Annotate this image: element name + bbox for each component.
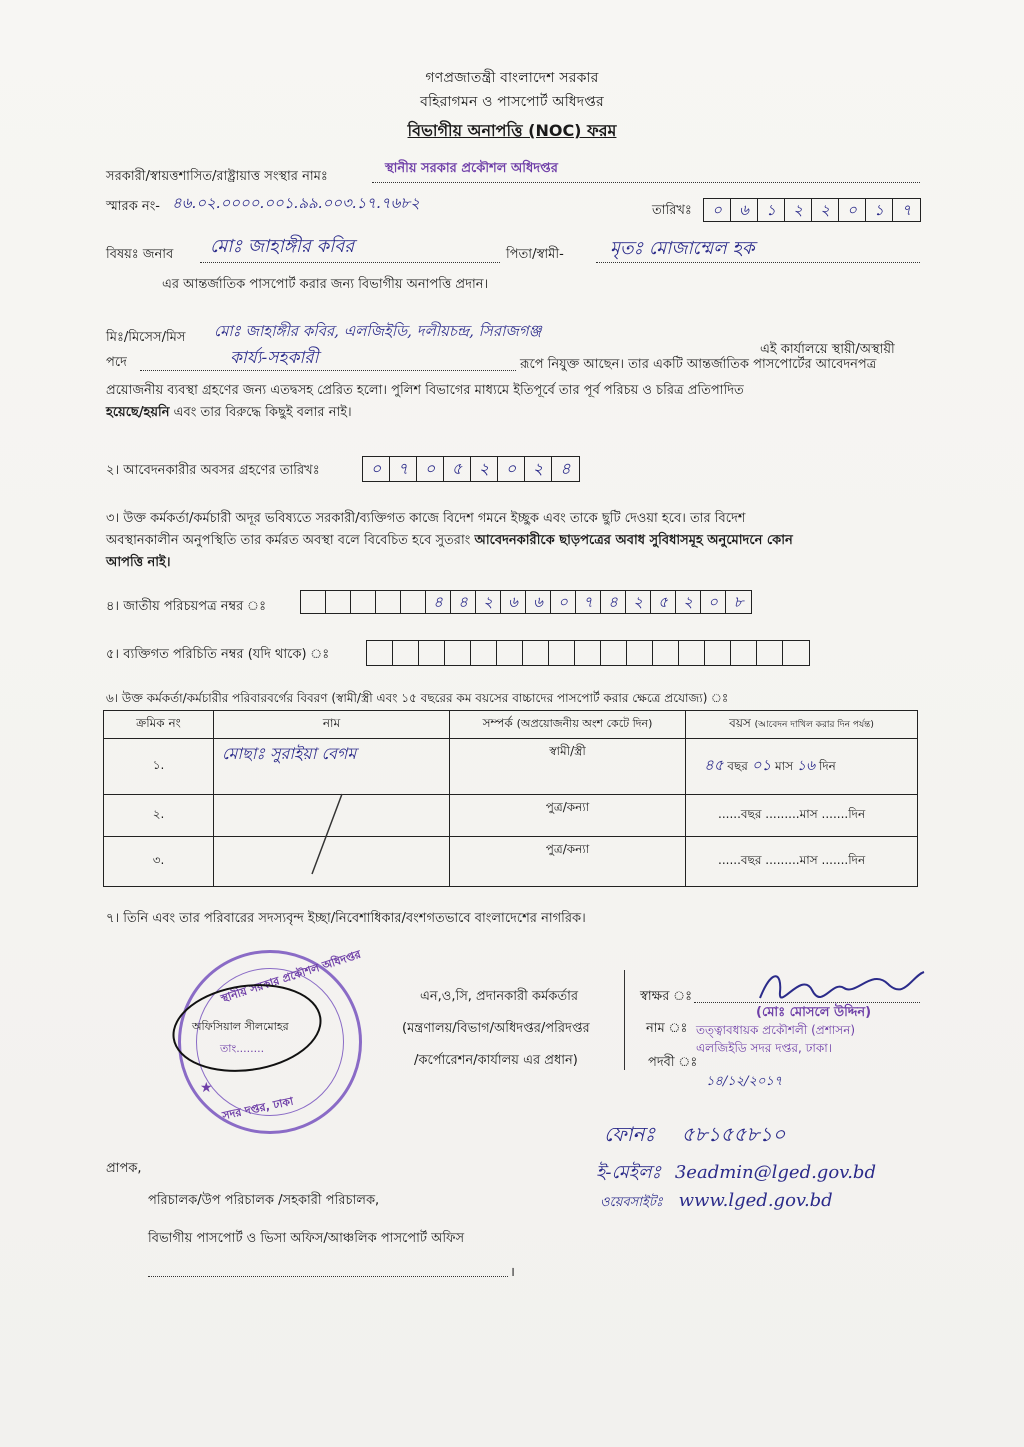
- cross-out-stroke: [300, 790, 360, 880]
- nid-digit-box: [376, 591, 401, 613]
- email-label: ই-মেইলঃ: [596, 1162, 662, 1183]
- col-age-label: বয়স: [729, 715, 751, 730]
- recipient-line1: পরিচালক/উপ পরিচালক /সহকারী পরিচালক,: [148, 1193, 380, 1208]
- title-label: মিঃ/মিসেস/মিস: [106, 330, 186, 345]
- recipient-line2: বিভাগীয় পাসপোর্ট ও ভিসা অফিস/আঞ্চলিক পাসপোর্ট অফিস: [148, 1231, 465, 1246]
- month-word: মাস: [799, 852, 818, 867]
- star-icon: ★: [200, 1080, 213, 1096]
- phone-line: [604, 1120, 785, 1153]
- issuer-line1: এন,ও,সি, প্রদানকারী কর্মকর্তার: [420, 989, 579, 1004]
- item3-text3: আপত্তি নাই।: [106, 555, 171, 570]
- sign-label: স্বাক্ষর ঃ: [640, 989, 693, 1004]
- date-digit-box: ০: [839, 199, 866, 221]
- recipient-label: প্রাপক,: [106, 1161, 142, 1176]
- pin-digit-box: [757, 641, 783, 665]
- pin-label: ৫। ব্যক্তিগত পরিচিতি নম্বর (যদি থাকে) ঃ: [106, 647, 330, 662]
- year-word: বছর: [727, 759, 748, 773]
- post-line: [140, 370, 516, 371]
- item3-text1: ৩। উক্ত কর্মকর্তা/কর্মচারী অদূর ভবিষ্যতে সরকারী/ব্যক্তিগত কাজে বিদেশ গমনে ইচ্ছুক এবং তাকে ছুটি দেওয়া হবে। তার বিদেশ: [106, 511, 746, 526]
- pin-digit-box: [419, 641, 445, 665]
- col-serial: ক্রমিক নং: [104, 711, 214, 739]
- nid-digit-box: ২: [676, 591, 701, 613]
- issuer-divider: [624, 970, 625, 1070]
- pin-digit-box: [783, 641, 809, 665]
- row1-name: মোছাঃ সুরাইয়া বেগম: [222, 744, 357, 763]
- pin-digit-box: [393, 641, 419, 665]
- row2-age: ......বছর .........মাস .......দিন: [686, 795, 918, 837]
- org-label: সরকারী/স্বায়ত্তশাসিত/রাষ্ট্রায়াত্ত সংস্থার নামঃ: [106, 169, 328, 184]
- post-sig-label: পদবী ঃ: [648, 1055, 698, 1070]
- stamp-post: তত্ত্বাবধায়ক প্রকৌশলী (প্রশাসন): [696, 1023, 856, 1037]
- retirement-digit-box: ২: [471, 457, 498, 481]
- signature-scribble: [752, 962, 932, 1010]
- table-row: [104, 739, 918, 795]
- row1-days: ১৬: [796, 758, 816, 774]
- retirement-label: ২। আবেদনকারীর অবসর গ্রহণের তারিখঃ: [106, 463, 320, 478]
- col-relation-label: সম্পর্ক: [482, 715, 513, 730]
- para1-text1: রূপে নিযুক্ত আছেন। তার একটি আন্তর্জাতিক পাসপোর্টের আবেদনপত্র: [520, 357, 877, 372]
- day-word: দিন: [848, 852, 866, 867]
- pin-digit-box: [679, 641, 705, 665]
- seal-bottom-text: সদর দপ্তর, ঢাকা: [221, 1094, 295, 1123]
- retirement-digit-box: ০: [417, 457, 444, 481]
- item3-bold: আবেদনকারীকে ছাড়পত্রের অবাধ সুবিধাসমূহ অনুমোদনে কোন: [474, 533, 793, 548]
- retirement-boxes: [362, 456, 580, 482]
- seal-tag: তাং: [220, 1042, 237, 1055]
- col-relation: [450, 711, 686, 739]
- nid-digit-box: ২: [476, 591, 501, 613]
- seal-ring-text: স্থানীয় সরকার প্রকৌশল অধিদপ্তর: [219, 947, 363, 1006]
- date-digit-box: ২: [812, 199, 839, 221]
- pin-digit-box: [653, 641, 679, 665]
- month-word: মাস: [799, 806, 818, 821]
- pin-digit-box: [601, 641, 627, 665]
- org-dotted-line: [372, 182, 920, 183]
- permanent-temp: এই কার্যালয়ে স্থায়ী/অস্থায়ী: [760, 342, 895, 357]
- phone-label: ফোনঃ: [604, 1122, 656, 1146]
- father-label: পিতা/স্বামী-: [506, 247, 564, 262]
- row1-age: [686, 739, 918, 795]
- org-name: স্থানীয় সরকার প্রকৌশল অধিদপ্তর: [385, 161, 558, 176]
- nid-digit-box: ৮: [733, 593, 744, 611]
- row1-months: ০১: [751, 756, 772, 774]
- pin-digit-box: [471, 641, 497, 665]
- retirement-digit-box: ৭: [390, 457, 417, 481]
- date-digit-box: ৬: [731, 199, 758, 221]
- nid-digit-box: [326, 591, 351, 613]
- col-name: নাম: [214, 711, 450, 739]
- para1-text3: এবং তার বিরুদ্ধে কিছুই বলার নাই।: [173, 405, 352, 420]
- col-relation-note: (অপ্রয়োজনীয় অংশ কেটে দিন): [516, 716, 653, 730]
- para1-line3: [106, 404, 352, 422]
- nid-digit-box: ৪: [451, 591, 476, 613]
- nid-digit-box: ৪: [601, 591, 626, 613]
- recipient-line3: [148, 1276, 508, 1277]
- issuer-line2: (মন্ত্রণালয়/বিভাগ/অধিদপ্তর/পরিদপ্তর: [402, 1021, 590, 1036]
- header-line2: বহিরাগমন ও পাসপোর্ট অধিদপ্তর: [420, 94, 604, 110]
- family-label: ৬। উক্ত কর্মকর্তা/কর্মচারীর পরিবারবর্গের বিবরণ (স্বামী/স্ত্রী এবং ১৫ বছরের কম বয়সের বাচ্চাদের পাসপোর্ট করার ক্ষেত্রে প্রযোজ্য) ঃ: [106, 691, 729, 705]
- recipient-end: ।: [510, 1265, 515, 1280]
- para1-text2: প্রয়োজনীয় ব্যবস্থা গ্রহণের জন্য এতদ্বসহ প্রেরিত হলো। পুলিশ বিভাগের মাধ্যমে ইতিপূর্বে তার পূর্ব পরিচয় ও চরিত্র প্রতিপাদিত: [106, 383, 744, 398]
- pin-digit-box: [549, 641, 575, 665]
- post-label: পদে: [106, 355, 127, 370]
- police-verified: হয়েছে/হয়নি: [106, 405, 170, 420]
- nid-label: ৪। জাতীয় পরিচয়পত্র নম্বর ঃ: [106, 599, 267, 614]
- date-label: তারিখঃ: [652, 203, 692, 218]
- day-word: দিন: [818, 759, 836, 773]
- row1-years: ৪৫: [704, 756, 724, 774]
- nid-digit-box: ০: [551, 591, 576, 613]
- table-row: [104, 837, 918, 887]
- email-line: [596, 1158, 876, 1189]
- month-word: মাস: [775, 759, 794, 773]
- date-boxes: [703, 198, 921, 222]
- row3-serial: ৩.: [104, 837, 214, 887]
- form-title: বিভাগীয় অনাপত্তি (NOC) ফরম: [407, 121, 617, 140]
- nid-digit-box: [301, 591, 326, 613]
- row2-serial: ২.: [104, 795, 214, 837]
- nid-digit-box: [351, 591, 376, 613]
- subject-label: বিষয়ঃ জনাব: [106, 247, 174, 262]
- pin-digit-box: [497, 641, 523, 665]
- pin-digit-box: [445, 641, 471, 665]
- row2-relation: পুত্র/কন্যা: [450, 795, 686, 837]
- pin-digit-box: [575, 641, 601, 665]
- item3-text2: অবস্থানকালীন অনুপস্থিতি তার কর্মরত অবস্থা বলে বিবেচিত হবে সুতরাং: [106, 533, 471, 548]
- nid-boxes: [300, 590, 752, 614]
- issuer-line3: /কর্পোরেশন/কার্যালয় এর প্রধান): [414, 1053, 578, 1068]
- employee-name: মোঃ জাহাঙ্গীর কবির, এলজিইডি, দলীয়চন্দ্র, সিরাজগঞ্জ: [214, 322, 542, 340]
- year-word: বছর: [740, 852, 762, 867]
- nid-digit-box: ০: [701, 591, 726, 613]
- row1-relation: স্বামী/স্ত্রী: [450, 739, 686, 795]
- row3-age: ......বছর .........মাস .......দিন: [686, 837, 918, 887]
- memo-label: স্মারক নং-: [106, 199, 160, 214]
- date-digit-box: ৭: [901, 201, 912, 219]
- web-address: www.lged.gov.bd: [678, 1190, 833, 1211]
- date-digit-box: ০: [704, 199, 731, 221]
- father-name: মৃতঃ মোজাম্মেল হক: [610, 238, 755, 259]
- pin-digit-box: [705, 641, 731, 665]
- pin-digit-box: [523, 641, 549, 665]
- pin-boxes: [366, 640, 810, 666]
- col-age-note: (আবেদন দাখিল করার দিন পর্যন্ত): [754, 719, 874, 730]
- stamp-office: এলজিইডি সদর দপ্তর, ঢাকা।: [696, 1041, 833, 1055]
- date-digit-box: ১: [866, 199, 893, 221]
- web-line: [600, 1190, 833, 1214]
- subject-line2: এর আন্তর্জাতিক পাসপোর্ট করার জন্য বিভাগীয় অনাপত্তি প্রদান।: [162, 277, 489, 292]
- email-address: 3eadmin@lged.gov.bd: [674, 1162, 876, 1183]
- seal-date-tag: তাং........: [220, 1042, 265, 1055]
- header-line1: গণপ্রজাতন্ত্রী বাংলাদেশ সরকার: [425, 70, 599, 86]
- nid-digit-box: ৪: [426, 591, 451, 613]
- item3-line2: [106, 532, 926, 550]
- row3-relation: পুত্র/কন্যা: [450, 837, 686, 887]
- retirement-digit-box: ২: [525, 457, 552, 481]
- date-digit-box: ১: [758, 199, 785, 221]
- memo-number: ৪৬.০২.০০০০.০০১.৯৯.০০৩.১৭.৭৬৮২: [172, 194, 420, 212]
- table-row: [104, 795, 918, 837]
- pin-digit-box: [731, 641, 757, 665]
- stamp-name: (মোঃ মোসলে উদ্দিন): [756, 1005, 872, 1020]
- date-digit-box: ২: [785, 199, 812, 221]
- web-label: ওয়েবসাইটঃ: [600, 1195, 663, 1210]
- seal-label: অফিসিয়াল সীলমোহর: [192, 1020, 289, 1033]
- pin-digit-box: [367, 641, 393, 665]
- day-word: দিন: [848, 806, 866, 821]
- sign-date: ১৪/১২/২০১৭: [706, 1074, 783, 1089]
- row1-serial: ১.: [104, 739, 214, 795]
- nid-digit-box: ২: [626, 591, 651, 613]
- post-value: কার্য্য-সহকারী: [230, 348, 319, 368]
- family-table: [103, 710, 918, 887]
- col-age: [686, 711, 918, 739]
- citizenship-text: ৭। তিনি এবং তার পরিবারের সদস্যবৃন্দ ইচ্ছা/নিবেশাধিকার/বংশগতভাবে বাংলাদেশের নাগরিক।: [106, 911, 586, 926]
- nid-digit-box: ৫: [651, 591, 676, 613]
- year-word: বছর: [740, 806, 762, 821]
- retirement-digit-box: ০: [498, 457, 525, 481]
- nid-digit-box: [401, 591, 426, 613]
- pin-digit-box: [627, 641, 653, 665]
- retirement-digit-box: ৫: [444, 457, 471, 481]
- name-label: নাম ঃ: [646, 1021, 688, 1036]
- retirement-digit-box: ০: [363, 457, 390, 481]
- subject-name: মোঃ জাহাঙ্গীর কবির: [210, 236, 355, 257]
- nid-digit-box: ৬: [526, 591, 551, 613]
- row1-name-cell: [214, 739, 450, 795]
- nid-digit-box: ৬: [501, 591, 526, 613]
- nid-digit-box: ৭: [576, 591, 601, 613]
- phone-number: ৫৮১৫৫৮১০: [681, 1122, 786, 1146]
- retirement-digit-box: ৪: [560, 459, 571, 478]
